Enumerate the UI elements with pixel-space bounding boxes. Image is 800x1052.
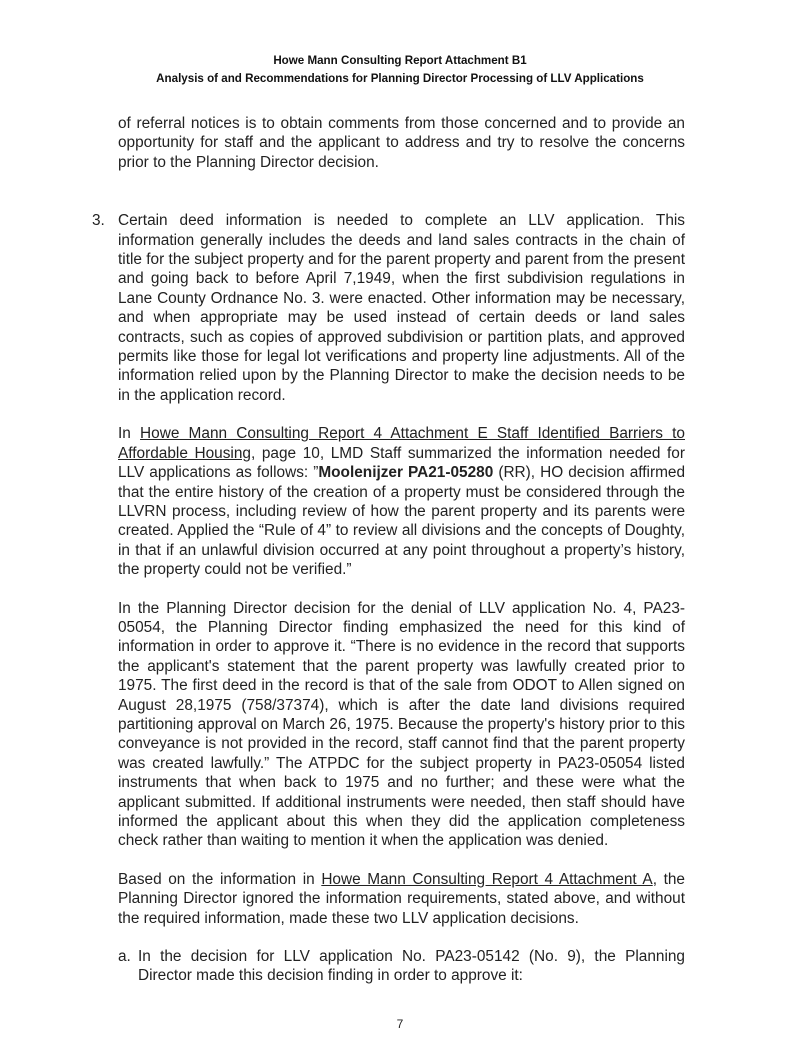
case-name: Moolenijzer PA21-05280 xyxy=(318,464,494,482)
document-body xyxy=(0,88,800,986)
list-letter-a: a. xyxy=(118,948,131,966)
list-item-a xyxy=(118,947,685,986)
paragraph-staff-summary: In Howe Mann Consulting Report 4 Attachment E Staff Identified Barriers to Affordable Housing, page 10, LMD Staff summarized the information needed for LLV applications as follows: ”Moolenijzer PA21-05280 (RR), HO decision affirmed that the entire history of the creation of a property must be considered through the LLVRN process, including review of how the parent property and its parents were created. Applied the “Rule of 4” to review all divisions and the concepts of Doughty, in that if an unlawful division occurred at any point throughout a property’s history, the property could not be verified.” xyxy=(118,425,686,579)
paragraph-denial-decision: In the Planning Director decision for the denial of LLV application No. 4, PA23-05054, the Planning Director finding emphasized the need for this kind of information in order to approve it. “There is no evidence in the record that supports the applicant's statement that the parent property was lawfully created prior to 1975. The first deed in the record is that of the sale from ODOT to Allen signed on August 28,1975 (758/37374), which is after the date land divisions required partitioning approval on March 26, 1975. Because the property's history prior to this conveyance is not provided in the record, staff cannot find that the parent property was created lawfully.” The ATPDC for the subject property in PA23-05054 listed instruments that when back to 1975 and no further; and these were what the applicant submitted. If additional instruments were needed, then staff should have informed the applicant about this when they did the application completeness check rather than waiting to mention it when the application was denied. xyxy=(118,599,685,850)
header-subtitle: Analysis of and Recommendations for Planning Director Processing of LLV Applications xyxy=(156,72,644,85)
list-item-3 xyxy=(92,211,685,405)
list-number-3: 3. xyxy=(92,212,105,230)
page-number: 7 xyxy=(396,1016,404,1031)
paragraph-based-on: Based on the information in Howe Mann Consulting Report 4 Attachment A, the Planning Director ignored the information requirements, stated above, and without the required information, made these two LLV application decisions. xyxy=(118,870,685,927)
paragraph-referral: of referral notices is to obtain comments from those concerned and to provide an opportunity for staff and the applicant to address and try to resolve the concerns prior to the Planning Director decision. xyxy=(118,115,685,171)
list-item-a-text: In the decision for LLV application No. PA23-05142 (No. 9), the Planning Director made this decision finding in order to approve it: xyxy=(138,948,685,985)
report-link-attachment-a[interactable]: Howe Mann Consulting Report 4 Attachment A xyxy=(321,870,653,888)
list-item-3-deed-information: Certain deed information is needed to complete an LLV application. This information generally includes the deeds and land sales contracts in the chain of title for the subject property and for the parent property and parent from the present and going back to before April 7,1949, when the first subdivision regulations in Lane County Ordnance No. 3. were enacted. Other information may be necessary, and when appropriate may be used instead of certain deeds or land sales contracts, such as copies of approved subdivision or partition plats, and approved permits like those for legal lot verifications and property line adjustments. All of the information relied upon by the Planning Director to make the decision needs to be in the application record. xyxy=(118,212,685,404)
page-header xyxy=(0,0,800,88)
report-link-attachment-e[interactable]: Howe Mann Consulting Report 4 Attachment E Staff Identified Barriers to Affordable Housing xyxy=(118,425,685,462)
header-title: Howe Mann Consulting Report Attachment B1 xyxy=(273,54,527,67)
